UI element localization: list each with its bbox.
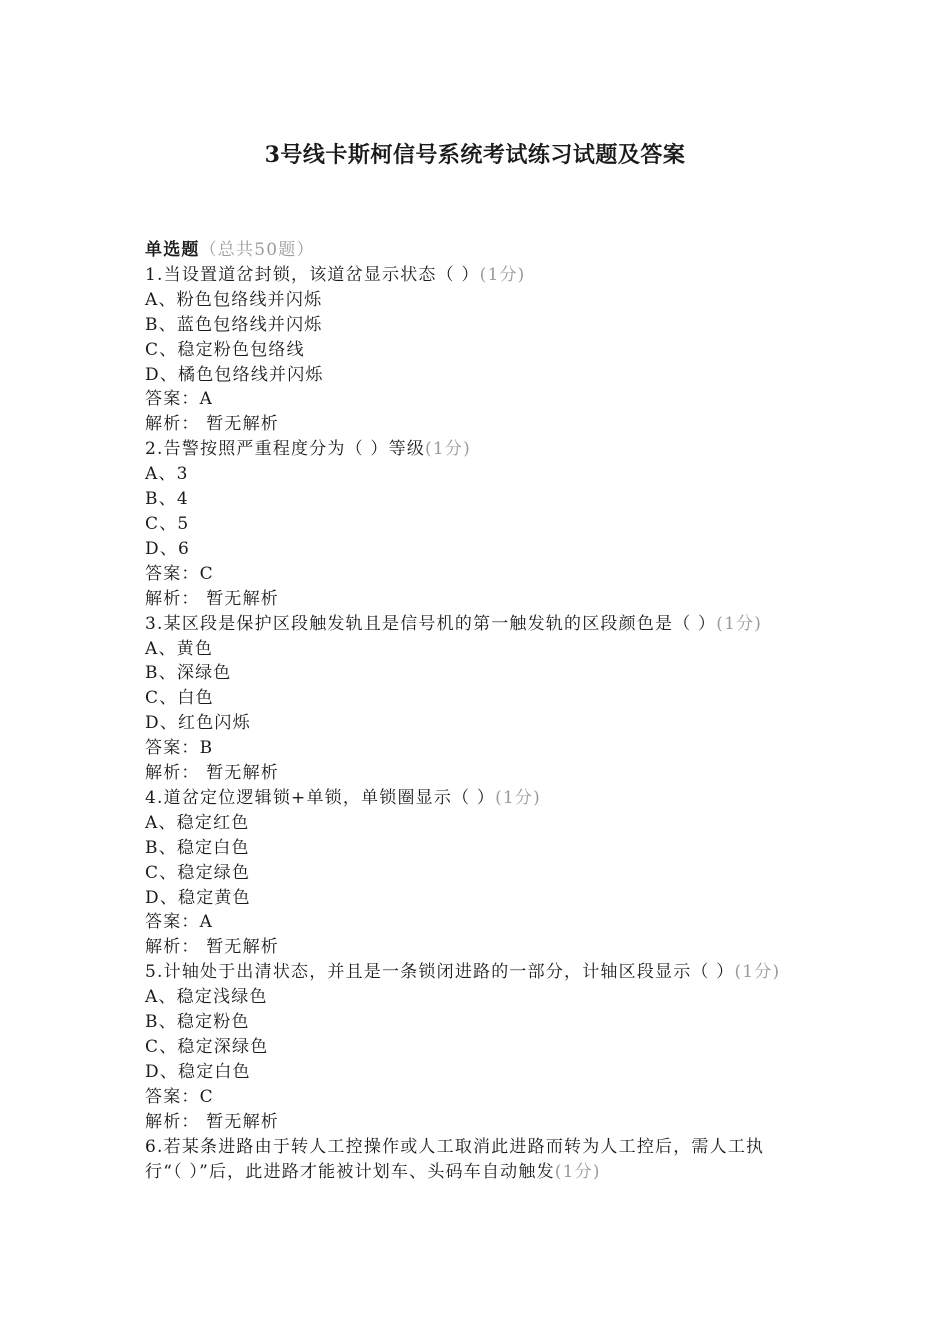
analysis-line: 解析： 暂无解析 <box>145 937 280 958</box>
question-text: 3.某区段是保护区段触发轨且是信号机的第一触发轨的区段颜色是（ ） <box>145 613 717 634</box>
option-b: B、蓝色包络线并闪烁 <box>145 314 323 335</box>
option-a: A、稳定浅绿色 <box>145 987 268 1008</box>
option-d: D、橘色包络线并闪烁 <box>145 364 324 385</box>
option-d: D、稳定白色 <box>145 1061 251 1082</box>
option-c: C、5 <box>145 513 190 534</box>
option-d: D、红色闪烁 <box>145 713 251 734</box>
section-label: 单选题 <box>145 240 200 260</box>
analysis-line: 解析： 暂无解析 <box>145 1111 280 1132</box>
answer-line: 答案：C <box>145 563 214 584</box>
question-score: (1分) <box>734 962 781 983</box>
option-a: A、稳定红色 <box>145 812 250 833</box>
option-c: C、稳定深绿色 <box>145 1037 269 1057</box>
option-c: C、稳定粉色包络线 <box>145 339 305 360</box>
question-stem <box>145 263 800 288</box>
option-a: A、粉色包络线并闪烁 <box>145 289 323 310</box>
question-text: 1.当设置道岔封锁，该道岔显示状态（ ） <box>145 264 480 285</box>
option-d: D、稳定黄色 <box>145 887 251 908</box>
question-1 <box>145 263 800 437</box>
analysis-line: 解析： 暂无解析 <box>145 588 280 609</box>
option-b: B、稳定白色 <box>145 837 250 858</box>
question-6 <box>145 1135 800 1185</box>
question-stem <box>145 1135 800 1185</box>
option-d: D、6 <box>145 538 191 559</box>
answer-line: 答案：A <box>145 389 214 410</box>
section-heading <box>145 238 800 263</box>
answer-line: 答案：C <box>145 1086 214 1107</box>
question-score: (1分) <box>425 439 471 460</box>
question-stem <box>145 437 800 462</box>
answer-line: 答案：A <box>145 912 214 933</box>
question-4 <box>145 786 800 960</box>
option-b: B、稳定粉色 <box>145 1012 250 1033</box>
question-5 <box>145 960 800 1134</box>
analysis-line: 解析： 暂无解析 <box>145 763 280 784</box>
question-stem <box>145 612 800 637</box>
section-count-note: （总共50题） <box>199 240 315 260</box>
question-2 <box>145 437 800 611</box>
option-b: B、4 <box>145 489 189 510</box>
question-text: 2.告警按照严重程度分为（ ）等级 <box>145 439 426 460</box>
answer-line: 答案：B <box>145 738 214 759</box>
option-c: C、白色 <box>145 688 214 709</box>
question-score: (1分) <box>479 264 526 285</box>
option-b: B、深绿色 <box>145 663 232 684</box>
option-a: A、3 <box>145 464 189 485</box>
question-text: 4.道岔定位逻辑锁+单锁，单锁圈显示（ ） <box>145 787 496 808</box>
question-3 <box>145 612 800 786</box>
question-score: (1分) <box>495 787 541 808</box>
document-title: 3号线卡斯柯信号系统考试练习试题及答案 <box>264 142 686 168</box>
option-c: C、稳定绿色 <box>145 862 251 883</box>
question-text: 5.计轴处于出清状态，并且是一条锁闭进路的一部分，计轴区段显示（ ） <box>145 962 735 983</box>
question-stem <box>145 960 800 985</box>
question-score: (1分) <box>554 1161 601 1182</box>
document-body <box>145 238 800 1184</box>
analysis-line: 解析： 暂无解析 <box>145 414 280 435</box>
option-a: A、黄色 <box>145 638 214 659</box>
question-score: (1分) <box>716 613 763 634</box>
question-text: 6.若某条进路由于转人工控操作或人工取消此进路而转为人工控后，需人工执行“（ ）”后，此进路才能被计划车、头码车自动触发 <box>145 1136 765 1182</box>
question-stem <box>145 786 800 811</box>
